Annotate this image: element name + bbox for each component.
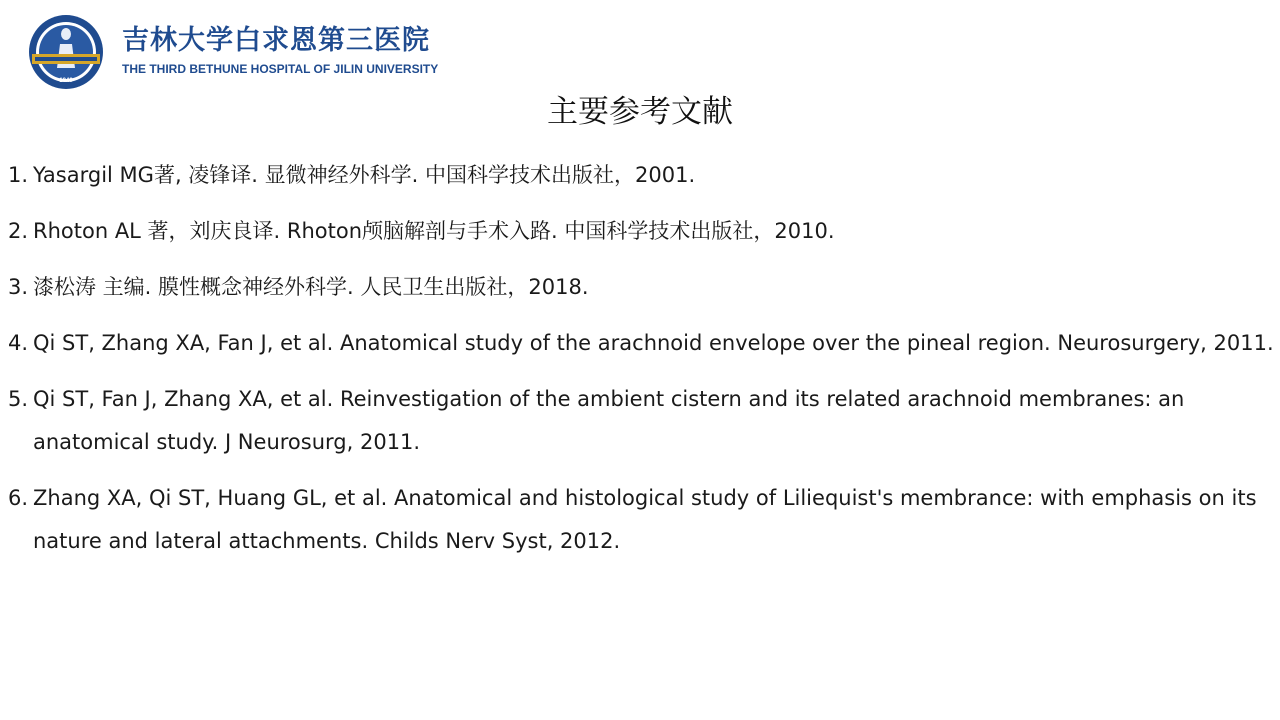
reference-text: Yasargil MG著, 凌锋译. 显微神经外科学. 中国科学技术出版社，2001. xyxy=(33,163,696,187)
reference-text: Zhang XA, Qi ST, Huang GL, et al. Anatomical and histological study of Liliequist's membrance: with emphasis on its nature and lateral attachments. Childs Nerv Syst, 2012. xyxy=(33,486,1257,553)
reference-text: Qi ST, Zhang XA, Fan J, et al. Anatomical study of the arachnoid envelope over the pineal region. Neurosurgery, 2011. xyxy=(33,331,1274,355)
reference-item xyxy=(8,378,1276,464)
hospital-name-en: THE THIRD BETHUNE HOSPITAL OF JILIN UNIVERSITY xyxy=(122,62,439,76)
page-header xyxy=(26,14,446,92)
university-emblem-icon xyxy=(26,14,106,90)
reference-number: 3. xyxy=(8,275,29,299)
reference-number: 5. xyxy=(8,387,29,411)
reference-item xyxy=(8,210,1276,253)
reference-number: 4. xyxy=(8,331,29,355)
reference-item xyxy=(8,322,1276,365)
page-title: 主要参考文献 xyxy=(547,94,733,130)
reference-item xyxy=(8,477,1276,563)
reference-text: Rhoton AL 著，刘庆良译. Rhoton颅脑解剖与手术入路. 中国科学技术出版社，2010. xyxy=(33,219,835,243)
reference-item xyxy=(8,154,1276,197)
reference-text: Qi ST, Fan J, Zhang XA, et al. Reinvestigation of the ambient cistern and its related arachnoid membranes: an anatomical study. J Neurosurg, 2011. xyxy=(33,387,1185,454)
reference-text: 漆松涛 主编. 膜性概念神经外科学. 人民卫生出版社，2018. xyxy=(33,275,589,299)
hospital-names xyxy=(122,24,442,76)
reference-list xyxy=(8,154,1276,576)
reference-number: 2. xyxy=(8,219,29,243)
hospital-name-cn: 吉林大学白求恩第三医院 xyxy=(122,25,430,56)
reference-number: 6. xyxy=(8,486,29,510)
reference-item xyxy=(8,266,1276,309)
emblem-year: 1949 xyxy=(59,78,73,84)
reference-number: 1. xyxy=(8,163,29,187)
